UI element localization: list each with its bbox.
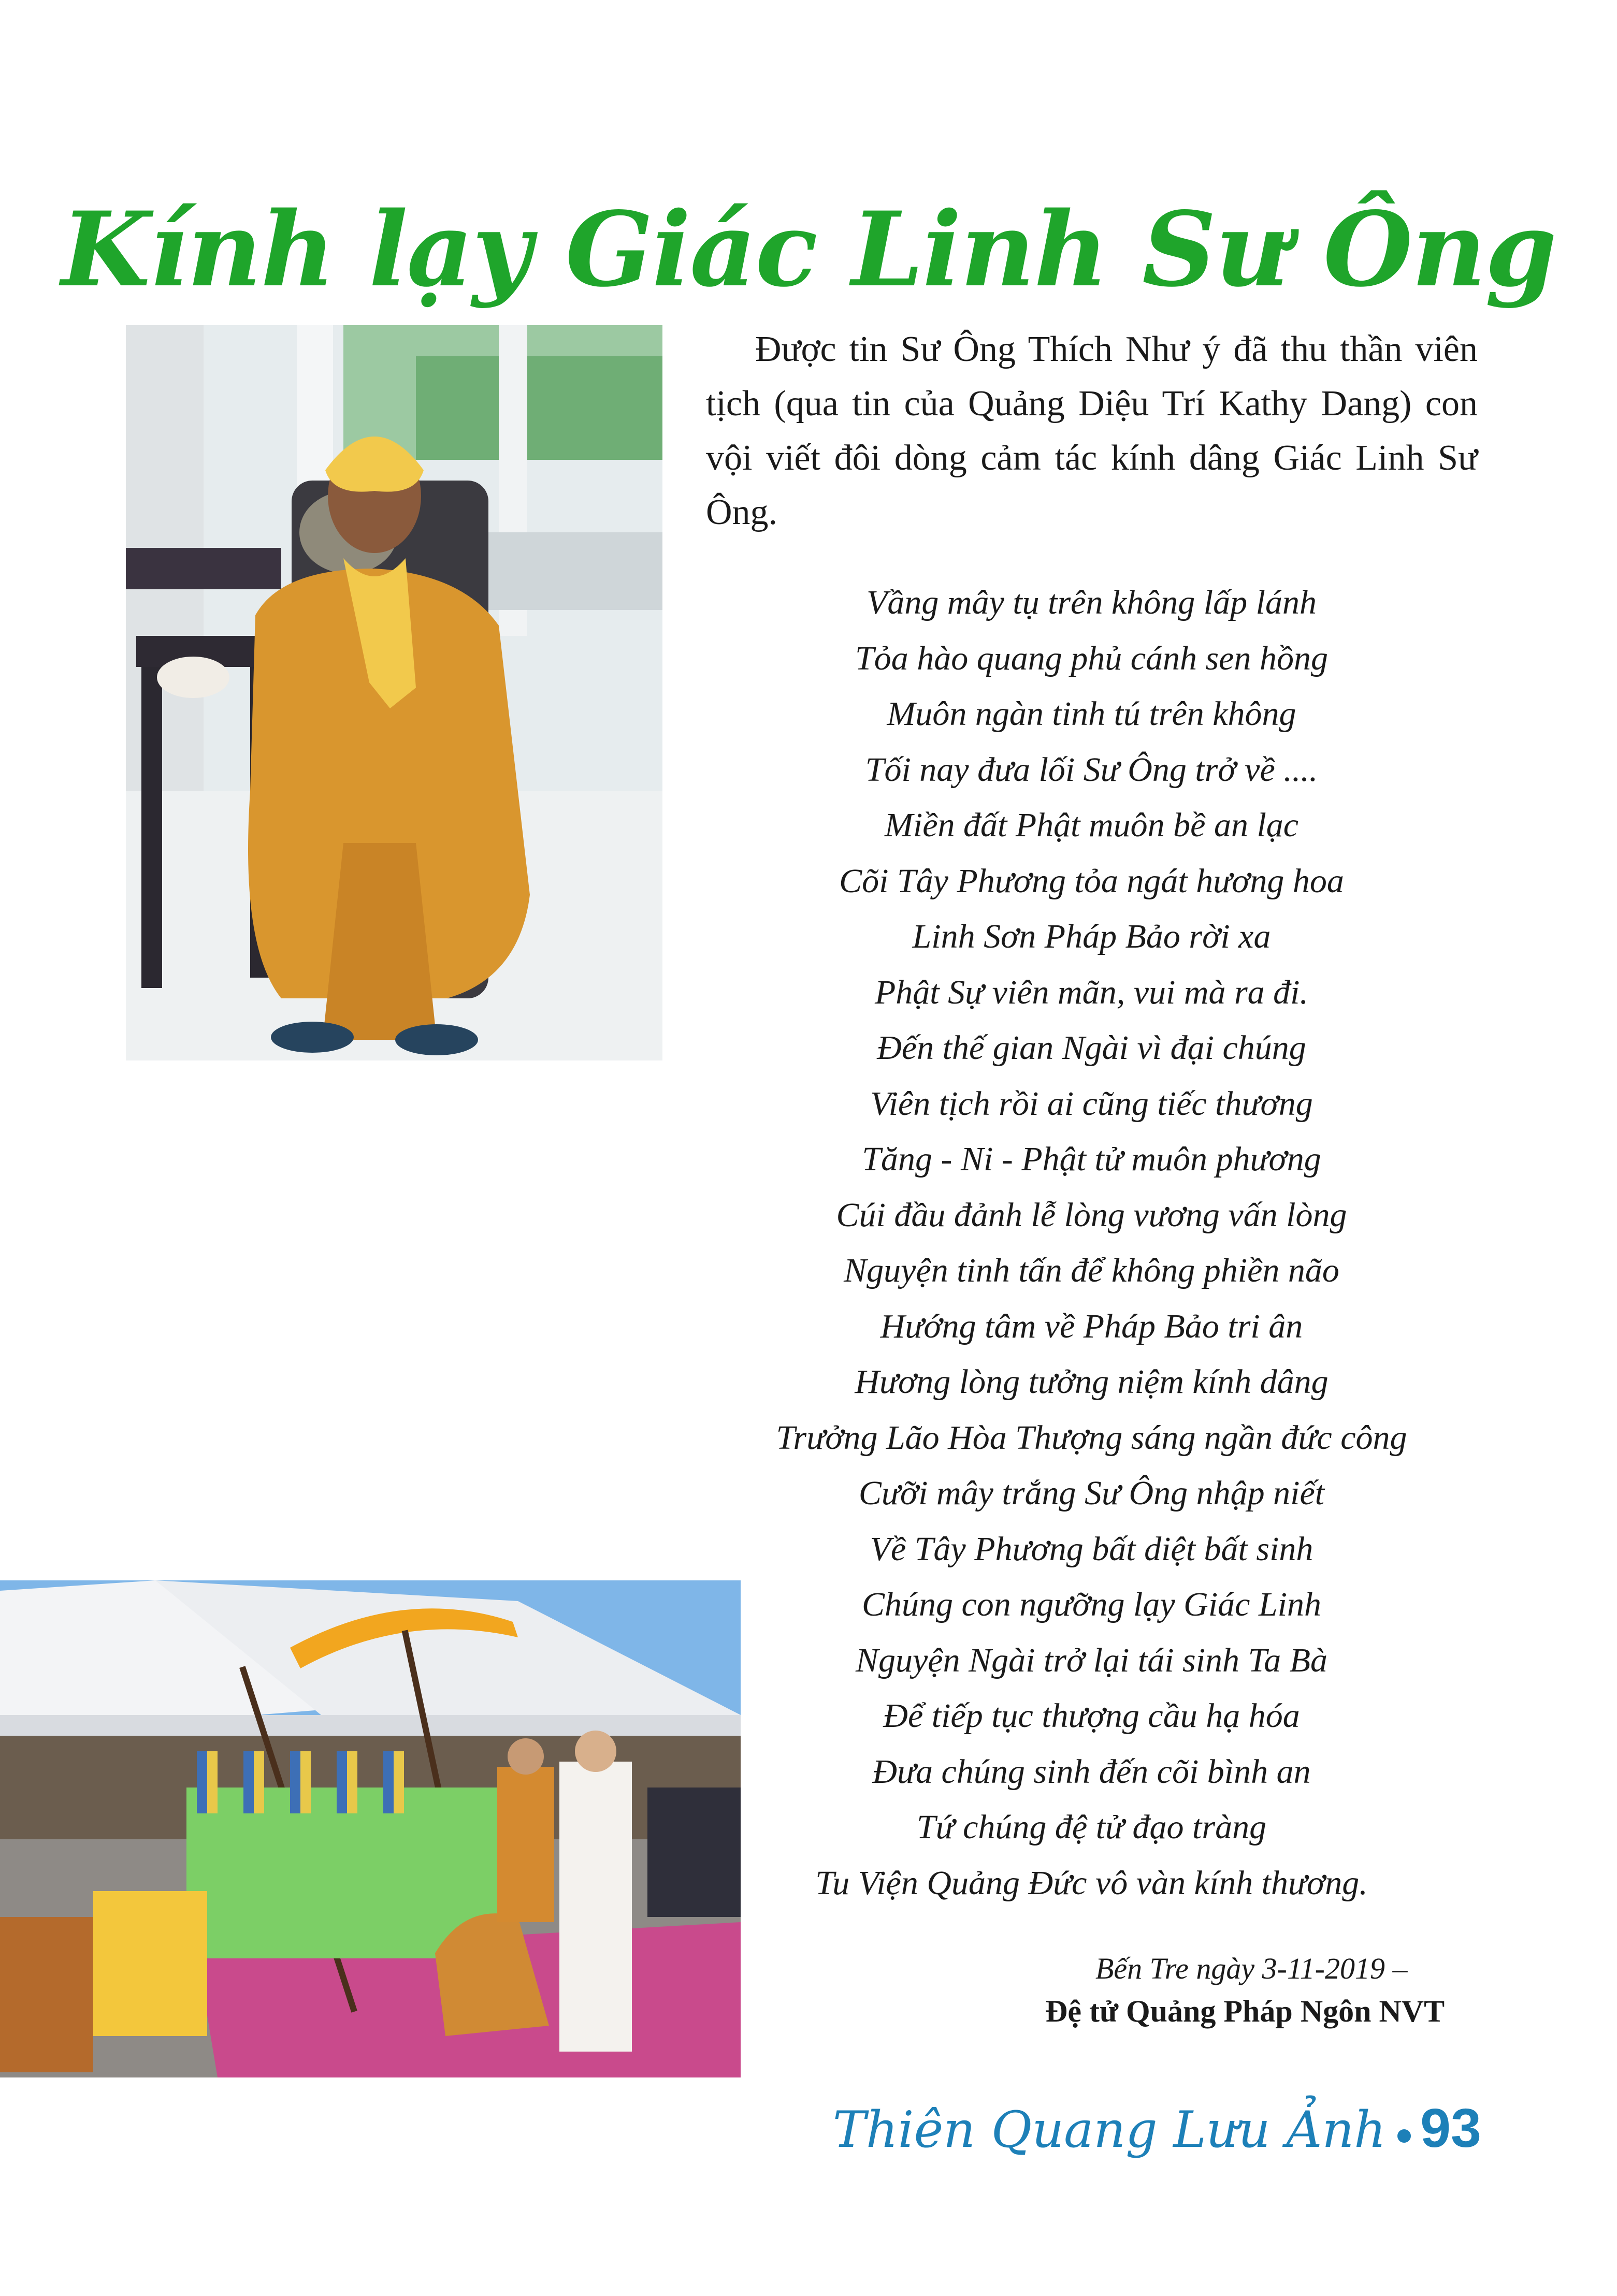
signature-name: Đệ tử Quảng Pháp Ngôn NVT bbox=[1045, 1994, 1445, 2028]
poem-line: Nguyện tinh tấn để không phiền não bbox=[844, 1252, 1339, 1289]
monk-portrait-photo bbox=[126, 325, 662, 1060]
page-number: 93 bbox=[1420, 2098, 1481, 2159]
poem bbox=[704, 575, 1479, 1911]
magazine-name: Thiên Quang Lưu Ảnh bbox=[832, 2101, 1387, 2159]
poem-line: Cúi đầu đảnh lễ lòng vương vấn lòng bbox=[836, 1196, 1347, 1234]
poem-line: Hương lòng tưởng niệm kính dâng bbox=[855, 1363, 1329, 1401]
poem-line: Miền đất Phật muôn bề an lạc bbox=[884, 806, 1299, 844]
poem-line: Tăng - Ni - Phật tử muôn phương bbox=[862, 1140, 1321, 1178]
poem-line: Đến thế gian Ngài vì đại chúng bbox=[877, 1029, 1306, 1067]
page-footer bbox=[833, 2097, 1481, 2160]
page-title: Kính lạy Giác Linh Sư Ông bbox=[61, 188, 1556, 310]
poem-line: Vầng mây tụ trên không lấp lánh bbox=[867, 584, 1317, 621]
poem-line: Để tiếp tục thượng cầu hạ hóa bbox=[883, 1697, 1300, 1735]
intro-paragraph: Được tin Sư Ông Thích Như ý đã thu thần viên tịch (qua tin của Quảng Diệu Trí Kathy Dang) con vội viết đôi dòng cảm tác kính dâng Giác Linh Sư Ông. bbox=[706, 329, 1478, 532]
poem-line: Cưỡi mây trắng Sư Ông nhập niết bbox=[858, 1474, 1325, 1512]
poem-line: Tỏa hào quang phủ cánh sen hồng bbox=[855, 639, 1328, 677]
poem-line: Phật Sự viên mãn, vui mà ra đi. bbox=[874, 973, 1309, 1011]
footer-dot bbox=[1397, 2129, 1411, 2143]
poem-line: Nguyện Ngài trở lại tái sinh Ta Bà bbox=[855, 1641, 1328, 1679]
poem-line: Viên tịch rồi ai cũng tiếc thương bbox=[870, 1084, 1313, 1123]
poem-line: Muôn ngàn tinh tú trên không bbox=[887, 695, 1296, 733]
poem-line: Cõi Tây Phương tỏa ngát hương hoa bbox=[839, 862, 1344, 900]
poem-line: Tối nay đưa lối Sư Ông trở về .... bbox=[865, 750, 1318, 789]
ceremony-photo bbox=[0, 1580, 741, 2077]
poem-line: Tứ chúng đệ tử đạo tràng bbox=[916, 1808, 1267, 1846]
poem-line: Đưa chúng sinh đến cõi bình an bbox=[872, 1752, 1311, 1791]
poem-line: Chúng con ngưỡng lạy Giác Linh bbox=[861, 1586, 1321, 1623]
poem-line: Linh Sơn Pháp Bảo rời xa bbox=[912, 918, 1271, 955]
poem-line: Hướng tâm về Pháp Bảo tri ân bbox=[880, 1307, 1303, 1345]
poem-line: Về Tây Phương bất diệt bất sinh bbox=[870, 1530, 1313, 1568]
signature-date: Bến Tre ngày 3-11-2019 – bbox=[1095, 1952, 1408, 1985]
poem-line: Tu Viện Quảng Đức vô vàn kính thương. bbox=[815, 1864, 1368, 1902]
poem-line: Trưởng Lão Hòa Thượng sáng ngần đức công bbox=[776, 1418, 1407, 1457]
